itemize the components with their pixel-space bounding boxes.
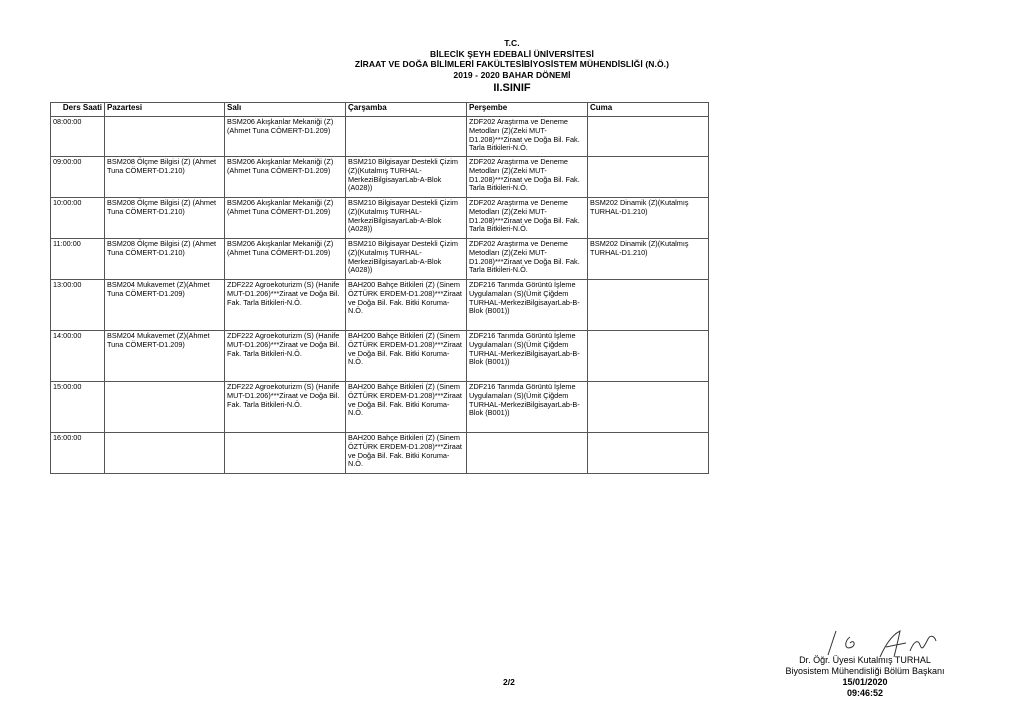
cell-tuesday: BSM206 Akışkanlar Mekaniği (Z)(Ahmet Tuna CÖMERT-D1.209) (225, 198, 346, 239)
col-header-friday: Cuma (588, 103, 709, 117)
header-term: 2019 - 2020 BAHAR DÖNEMİ (453, 69, 571, 80)
col-header-time: Ders Saati (51, 103, 105, 117)
table-row (51, 331, 709, 382)
signatory-role: Biyosistem Mühendisliği Bölüm Başkanı (785, 666, 945, 676)
cell-thursday: ZDF202 Araştırma ve Deneme Metodları (Z)(Zeki MUT-D1.208)***Ziraat ve Doğa Bil. Fak. Tarla Bitkileri-N.Ö. (467, 117, 588, 157)
cell-monday: BSM208 Ölçme Bilgisi (Z) (Ahmet Tuna CÖMERT-D1.210) (105, 157, 225, 198)
cell-monday: BSM204 Mukavemet (Z)(Ahmet Tuna CÖMERT-D1.209) (105, 280, 225, 331)
schedule-header-row (51, 103, 709, 117)
cell-tuesday: BSM206 Akışkanlar Mekaniği (Z)(Ahmet Tuna CÖMERT-D1.209) (225, 239, 346, 280)
cell-tuesday: BSM206 Akışkanlar Mekaniği (Z)(Ahmet Tuna CÖMERT-D1.209) (225, 157, 346, 198)
col-header-tuesday: Salı (225, 103, 346, 117)
cell-thursday: ZDF216 Tarımda Görüntü İşleme Uygulamaları (S)(Ümit Çiğdem TURHAL-MerkeziBilgisayarLab-B-Blok (B001)) (467, 382, 588, 433)
table-row (51, 198, 709, 239)
document-header (0, 38, 1024, 95)
page-number: 2/2 (503, 677, 515, 687)
cell-tuesday: ZDF222 Agroekoturizm (S) (Hanife MUT-D1.206)***Ziraat ve Doğa Bil. Fak. Tarla Bitkileri-N.Ö. (225, 331, 346, 382)
cell-wednesday: BSM210 Bilgisayar Destekli Çizim (Z)(Kutalmış TURHAL-MerkeziBilgisayarLab-A-Blok (A028)) (346, 198, 467, 239)
cell-thursday: ZDF202 Araştırma ve Deneme Metodları (Z)(Zeki MUT-D1.208)***Ziraat ve Doğa Bil. Fak. Tarla Bitkileri-N.Ö. (467, 157, 588, 198)
cell-monday: BSM208 Ölçme Bilgisi (Z) (Ahmet Tuna CÖMERT-D1.210) (105, 239, 225, 280)
signatory-name: Dr. Öğr. Üyesi Kutalmış TURHAL (799, 655, 931, 665)
cell-wednesday (346, 117, 467, 157)
cell-friday (588, 382, 709, 433)
table-row (51, 157, 709, 198)
cell-tuesday: ZDF222 Agroekoturizm (S) (Hanife MUT-D1.206)***Ziraat ve Doğa Bil. Fak. Tarla Bitkileri-N.Ö. (225, 280, 346, 331)
table-row (51, 117, 709, 157)
cell-monday (105, 382, 225, 433)
cell-wednesday: BSM210 Bilgisayar Destekli Çizim (Z)(Kutalmış TURHAL-MerkeziBilgisayarLab-A-Blok (A028)) (346, 239, 467, 280)
cell-tuesday: BSM206 Akışkanlar Mekaniği (Z)(Ahmet Tuna CÖMERT-D1.209) (225, 117, 346, 157)
cell-thursday: ZDF216 Tarımda Görüntü İşleme Uygulamaları (S)(Ümit Çiğdem TURHAL-MerkeziBilgisayarLab-B-Blok (B001)) (467, 331, 588, 382)
time-cell: 10:00:00 (51, 198, 105, 239)
class-label: II.SINIF (493, 82, 531, 94)
signature-block (760, 625, 970, 723)
cell-wednesday: BAH200 Bahçe Bitkileri (Z) (Sinem ÖZTÜRK ERDEM-D1.208)***Ziraat ve Doğa Bil. Fak. Bitki Koruma-N.Ö. (346, 331, 467, 382)
cell-friday (588, 433, 709, 474)
cell-friday: BSM202 Dinamik (Z)(Kutalmış TURHAL-D1.210) (588, 198, 709, 239)
cell-thursday: ZDF216 Tarımda Görüntü İşleme Uygulamaları (S)(Ümit Çiğdem TURHAL-MerkeziBilgisayarLab-B-Blok (B001)) (467, 280, 588, 331)
cell-monday (105, 433, 225, 474)
cell-tuesday: ZDF222 Agroekoturizm (S) (Hanife MUT-D1.206)***Ziraat ve Doğa Bil. Fak. Tarla Bitkileri-N.Ö. (225, 382, 346, 433)
header-faculty: ZİRAAT VE DOĞA BİLİMLERİ FAKÜLTESİBİYOSİSTEM MÜHENDİSLİĞİ (N.Ö.) (354, 59, 670, 69)
cell-wednesday: BSM210 Bilgisayar Destekli Çizim (Z)(Kutalmış TURHAL-MerkeziBilgisayarLab-A-Blok (A028)) (346, 157, 467, 198)
time-cell: 13:00:00 (51, 280, 105, 331)
cell-friday (588, 157, 709, 198)
cell-tuesday (225, 433, 346, 474)
col-header-wednesday: Çarşamba (346, 103, 467, 117)
header-university: BİLECİK ŞEYH EDEBALİ ÜNİVERSİTESİ (430, 48, 594, 59)
cell-friday: BSM202 Dinamik (Z)(Kutalmış TURHAL-D1.210) (588, 239, 709, 280)
table-row (51, 433, 709, 474)
cell-monday (105, 117, 225, 157)
cell-thursday (467, 433, 588, 474)
time-cell: 11:00:00 (51, 239, 105, 280)
time-cell: 14:00:00 (51, 331, 105, 382)
cell-monday: BSM204 Mukavemet (Z)(Ahmet Tuna CÖMERT-D1.209) (105, 331, 225, 382)
cell-wednesday: BAH200 Bahçe Bitkileri (Z) (Sinem ÖZTÜRK ERDEM-D1.208)***Ziraat ve Doğa Bil. Fak. Bitki Koruma-N.Ö. (346, 382, 467, 433)
col-header-monday: Pazartesi (105, 103, 225, 117)
cell-thursday: ZDF202 Araştırma ve Deneme Metodları (Z)(Zeki MUT-D1.208)***Ziraat ve Doğa Bil. Fak. Tarla Bitkileri-N.Ö. (467, 239, 588, 280)
table-row (51, 382, 709, 433)
time-cell: 15:00:00 (51, 382, 105, 433)
cell-friday (588, 117, 709, 157)
cell-wednesday: BAH200 Bahçe Bitkileri (Z) (Sinem ÖZTÜRK ERDEM-D1.208)***Ziraat ve Doğa Bil. Fak. Bitki Koruma-N.Ö. (346, 280, 467, 331)
signature-date: 15/01/2020 (842, 677, 888, 687)
time-cell: 09:00:00 (51, 157, 105, 198)
time-cell: 08:00:00 (51, 117, 105, 157)
cell-monday: BSM208 Ölçme Bilgisi (Z) (Ahmet Tuna CÖMERT-D1.210) (105, 198, 225, 239)
col-header-thursday: Perşembe (467, 103, 588, 117)
table-row (51, 239, 709, 280)
table-row (51, 280, 709, 331)
cell-friday (588, 280, 709, 331)
header-line-tc: T.C. (504, 38, 520, 48)
schedule-table (50, 102, 709, 474)
cell-wednesday: BAH200 Bahçe Bitkileri (Z) (Sinem ÖZTÜRK ERDEM-D1.208)***Ziraat ve Doğa Bil. Fak. Bitki Koruma-N.Ö. (346, 433, 467, 474)
time-cell: 16:00:00 (51, 433, 105, 474)
signature-time: 09:46:52 (846, 688, 884, 698)
cell-friday (588, 331, 709, 382)
cell-thursday: ZDF202 Araştırma ve Deneme Metodları (Z)(Zeki MUT-D1.208)***Ziraat ve Doğa Bil. Fak. Tarla Bitkileri-N.Ö. (467, 198, 588, 239)
